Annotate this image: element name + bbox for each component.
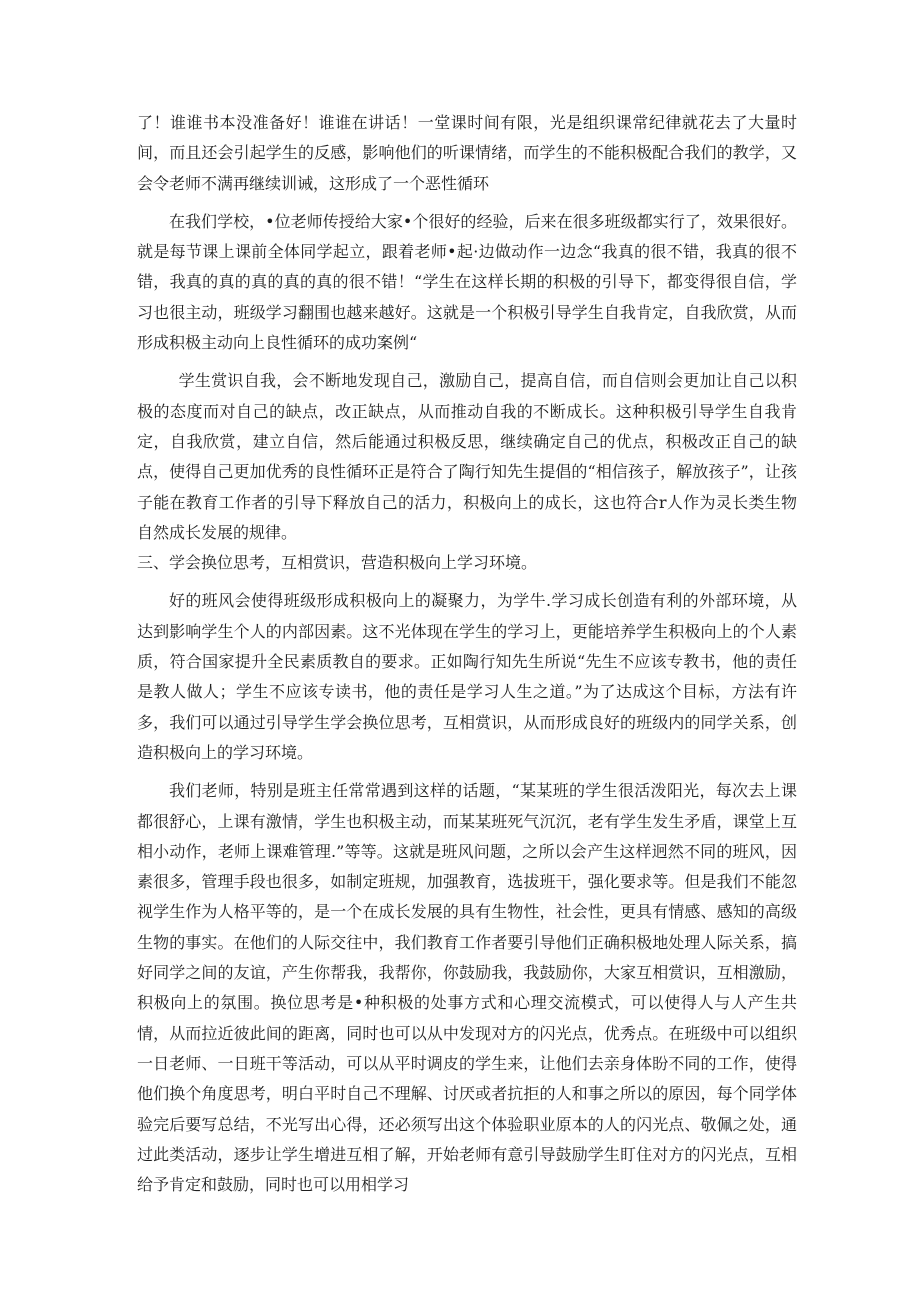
paragraph-1: 了！谁谁书本没准备好！谁谁在讲话！一堂课时间有限，光是组织课常纪律就花去了大量时间，而且还会引起学生的反感，影响他们的听课情绪，而学生的不能积极配合我们的教学，又会令老师不满再继续训诫，这形成了一个恶性循环 [137,113,797,193]
paragraph-5: 我们老师，特别是班主任常常遇到这样的话题，“某某班的学生很活泼阳光，每次去上课都很舒心，上课有激情，学生也积极主动，而某某班死气沉沉，老有学生发生矛盾，课堂上互相小动作，老师上课难管理.”等等。这就是班风问题，之所以会产生这样迥然不同的班风，因素很多，管理手段也很多，如制定班规，加强教育，选拔班干，强化要求等。但是我们不能忽视学生作为人格平等的，是一个在成长发展的具有生物性，社会性，更具有情感、感知的高级生物的事实。在他们的人际交往中，我们教育工作者要引导他们正确积极地处理人际关系，搞好同学之间的友谊，产生你帮我，我帮你，你鼓励我，我鼓励你，大家互相赏识，互相激励，积极向上的氛围。换位思考是•种积极的处事方式和心理交流模式，可以使得人与人产生共情，从而拉近彼此间的距离，同时也可以从中发现对方的闪光点，优秀点。在班级中可以组织一日老师、一日班干等活动，可以从平时调皮的学生来，让他们去亲身体盼不同的工作，使得他们换个角度思考，明白平时自己不理解、讨厌或者抗拒的人和事之所以的原因，每个同学体验完后要写总结，不光写出心得，还必须写出这个体验职业原本的人的闪光点、敬佩之处，通过此类活动，逐步让学生增进互相了解，开始老师有意引导鼓励学生盯住对方的闪光点，互相给予肯定和鼓励，同时也可以用相学习 [137,781,797,1195]
document-body [137,108,797,1200]
paragraph-3: 学生赏识自我，会不断地发现自己，激励自己，提高自信，而自信则会更加让自己以积极的态度而对自己的缺点，改正缺点，从而推动自我的不断成长。这种积极引导学生自我肯定，自我欣赏，建立自信，然后能通过积极反思，继续确定自己的优点，积极改正自己的缺点，使得自己更加优秀的良性循环正是符合了陶行知先生提倡的“相信孩子，解放孩子”，让孩子能在教育工作者的引导下释放自己的活力，积极向上的成长，这也符合r人作为灵长类生物自然成长发展的规律。 [137,371,797,542]
paragraph-4: 好的班风会使得班级形成积极向上的凝聚力，为学牛.学习成长创造有利的外部环境，从达到影响学生个人的内部因素。这不光体现在学生的学习上，更能培养学生积极向上的个人素质，符合国家提升全民素质教自的要求。正如陶行知先生所说“先生不应该专教书，他的责任是教人做人；学生不应该专读书，他的责任是学习人生之道。”为了达成这个目标，方法有许多，我们可以通过引导学生学会换位思考，互相赏识，从而形成良好的班级内的同学关系，创造积极向上的学习环境。 [137,591,797,762]
paragraph-2: 在我们学校，•位老师传授给大家•个很好的经验，后来在很多班级都实行了，效果很好。就是每节课上课前全体同学起立，跟着老师•起·边做动作一边念“我真的很不错，我真的很不错，我真的真的真的真的真的很不错！“学生在这样长期的积极的引导下，都变得很自信，学习也很主动，班级学习翻围也越来越好。这就是一个积极引导学生自我肯定，自我欣赏，从而形成积极主动向上良性循环的成功案例“ [137,211,797,353]
section-heading: 三、学会换位思考，互相赏识，营造积极向上学习环境。 [137,553,538,573]
